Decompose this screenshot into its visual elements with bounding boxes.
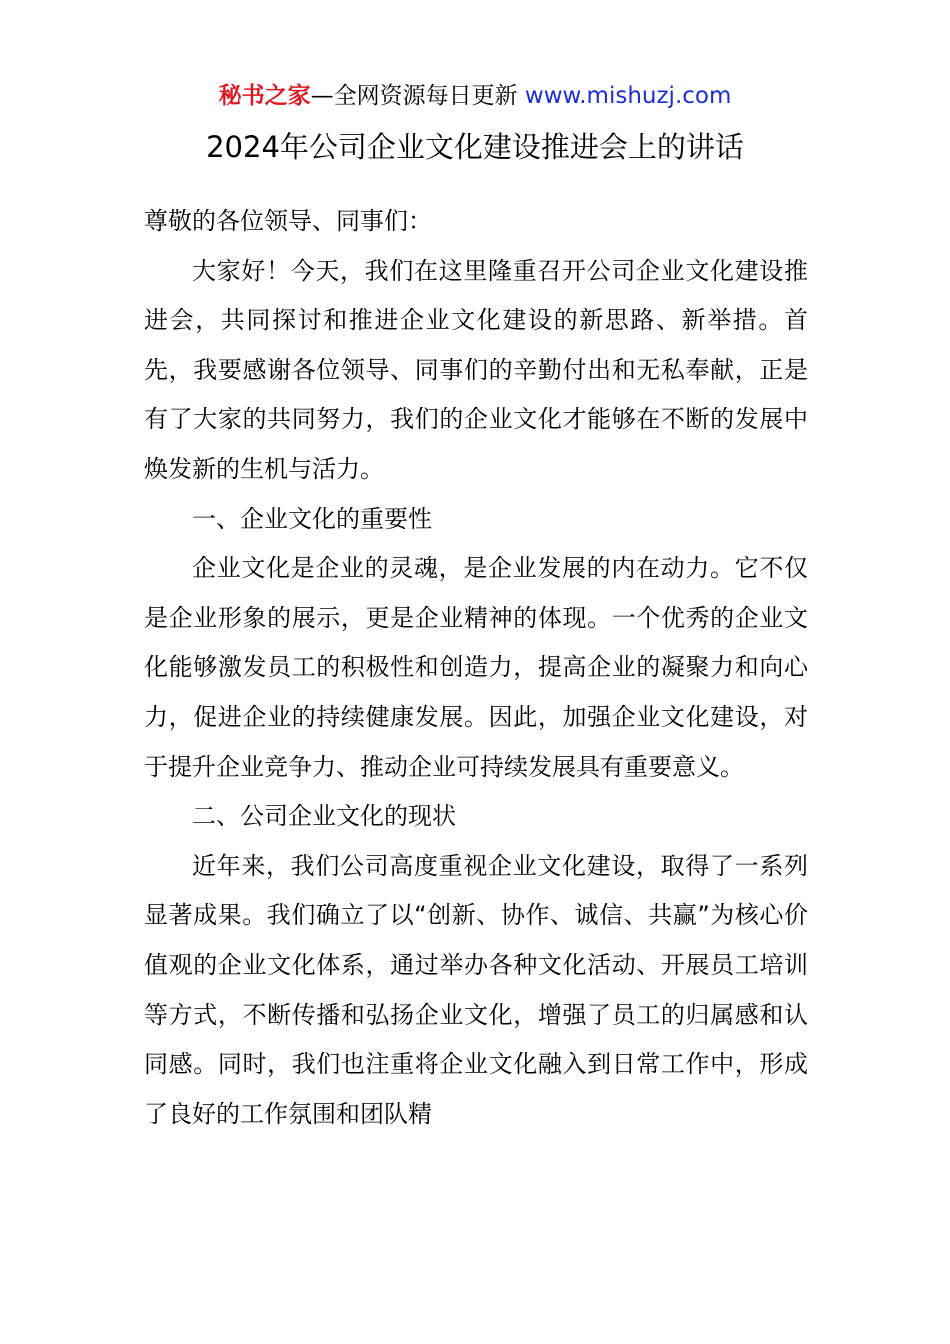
paragraph-importance: 企业文化是企业的灵魂，是企业发展的内在动力。它不仅是企业形象的展示，更是企业精神的体现。一个优秀的企业文化能够激发员工的积极性和创造力，提高企业的凝聚力和向心力，促进企业的持续健康发展。因此，加强企业文化建设，对于提升企业竞争力、推动企业可持续发展具有重要意义。 (144, 554, 808, 781)
section-heading-2: 二、公司企业文化的现状 (192, 802, 456, 831)
site-url-link[interactable]: www.mishuzj.com (524, 83, 732, 109)
site-header (0, 80, 950, 112)
paragraph-opening: 大家好！今天，我们在这里隆重召开公司企业文化建设推进会，共同探讨和推进企业文化建设的新思路、新举措。首先，我要感谢各位领导、同事们的辛勤付出和无私奉献，正是有了大家的共同努力，我们的企业文化才能够在不断的发展中焕发新的生机与活力。 (144, 256, 808, 483)
brand-name: 秘书之家 (218, 83, 311, 109)
section-heading-1: 一、企业文化的重要性 (192, 504, 432, 533)
salutation: 尊敬的各位领导、同事们： (144, 207, 432, 235)
paragraph-current-status: 近年来，我们公司高度重视企业文化建设，取得了一系列显著成果。我们确立了以“创新、协作、诚信、共赢”为核心价值观的企业文化体系，通过举办各种文化活动、开展员工培训等方式，不断传播和弘扬企业文化，增强了员工的归属感和认同感。同时，我们也注重将企业文化融入到日常工作中，形成了良好的工作氛围和团队精 (144, 851, 808, 1128)
header-tagline: —全网资源每日更新 (310, 83, 518, 109)
document-title: 2024年公司企业文化建设推进会上的讲话 (206, 130, 744, 164)
document-body (144, 197, 808, 1139)
